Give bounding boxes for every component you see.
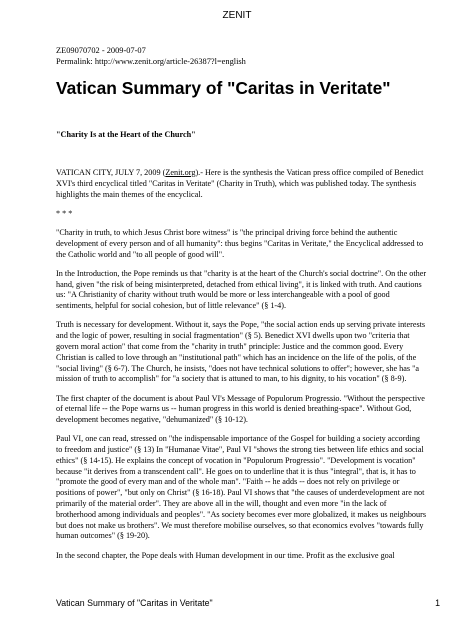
article-meta <box>56 45 436 67</box>
paragraph: In the second chapter, the Pope deals with Human development in our time. Profit as the exclusive goal <box>56 550 395 560</box>
document-subtitle: "Charity Is at the Heart of the Church" <box>56 130 196 139</box>
document-title: Vatican Summary of "Caritas in Veritate" <box>56 78 391 98</box>
paragraph: Paul VI, one can read, stressed on "the indispensable importance of the Gospel for building a society according to freedom and justice" (§ 13) In "Humanae Vitae", Paul VI "shows the strong ties between life ethics and social ethics" (§ 14-15). He explains the concept of vocation in "Populorum Progressio". "Development is vocation" because "it derives from a transcendent call". He goes on to underline that it is thus "integral", that is, it has to "promote the good of every man and of the whole man". "Faith -- he adds -- does not rely on privilege or positions of power", "but only on Christ" (§ 16-18). Paul VI shows that "the causes of underdevelopment are not primarily of the material order". They are above all in the will, thought and even more "in the lack of brotherhood among individuals and peoples". "As society becomes ever more globalized, it makes us neighbours but does not make us brothers". We must therefore mobilise ourselves, so that economics evolves "towards fully human outcomes" (§ 19-20). <box>56 434 427 541</box>
permalink[interactable]: Permalink: http://www.zenit.org/article-26387?l=english <box>56 57 246 66</box>
zenit-link[interactable]: Zenit.org <box>165 168 196 177</box>
paragraph: "Charity in truth, to which Jesus Christ bore witness" is "the principal driving force behind the authentic development of every person and of all humanity": thus begins "Caritas in Veritate," the Encyclical addressed to the Catholic world and "to all people of good will". <box>56 227 424 259</box>
paragraph: Truth is necessary for development. Without it, says the Pope, "the social action ends up serving private interests and the logic of power, resulting in social fragmentation" (§ 5). Benedict XVI dwells upon two "criteria that govern moral action" that come from the "charity in truth" principle: Justice and the common good. Every Christian is called to love through an "institutional path" which has an incidence on the life of the polis, of the "social living" (§ 6-7). The Church, he insists, "does not have technical solutions to offer"; however, she has "a mission of truth to accomplish" for "a society that is attuned to man, to his dignity, to his vocation" (§ 8-9). <box>56 320 426 384</box>
page-footer <box>56 598 440 608</box>
page-number: 1 <box>435 598 440 608</box>
paragraph-intro: VATICAN CITY, JULY 7, 2009 (Zenit.org).- Here is the synthesis the Vatican press office compiled of Benedict XVI's third encyclical titled "Caritas in Veritate" (Charity in Truth), which was published today. The synthesis highlights the main themes of the encyclical. <box>56 168 424 199</box>
page-header: ZENIT <box>222 10 252 21</box>
paragraph: In the Introduction, the Pope reminds us that "charity is at the heart of the Church's social doctrine". On the other hand, given "the risk of being misinterpreted, detached from ethical living", it is linked with truth. And cautions us: "A Christianity of charity without truth would be more or less interchangeable with a pool of good sentiments, helpful for social cohesion, but of little relevance" (§ 1-4). <box>56 268 427 311</box>
section-separator: * * * <box>56 208 73 218</box>
article-body <box>56 168 428 561</box>
footer-title: Vatican Summary of "Caritas in Veritate" <box>56 598 213 608</box>
article-code: ZE09070702 - 2009-07-07 <box>56 46 146 55</box>
paragraph: The first chapter of the document is about Paul VI's Message of Populorum Progressio. "Without the perspective of eternal life -- the Pope warns us -- human progress in this world is denied breathing-space". Without God, development becomes negative, "dehumanized" (§ 10-12). <box>56 393 425 425</box>
